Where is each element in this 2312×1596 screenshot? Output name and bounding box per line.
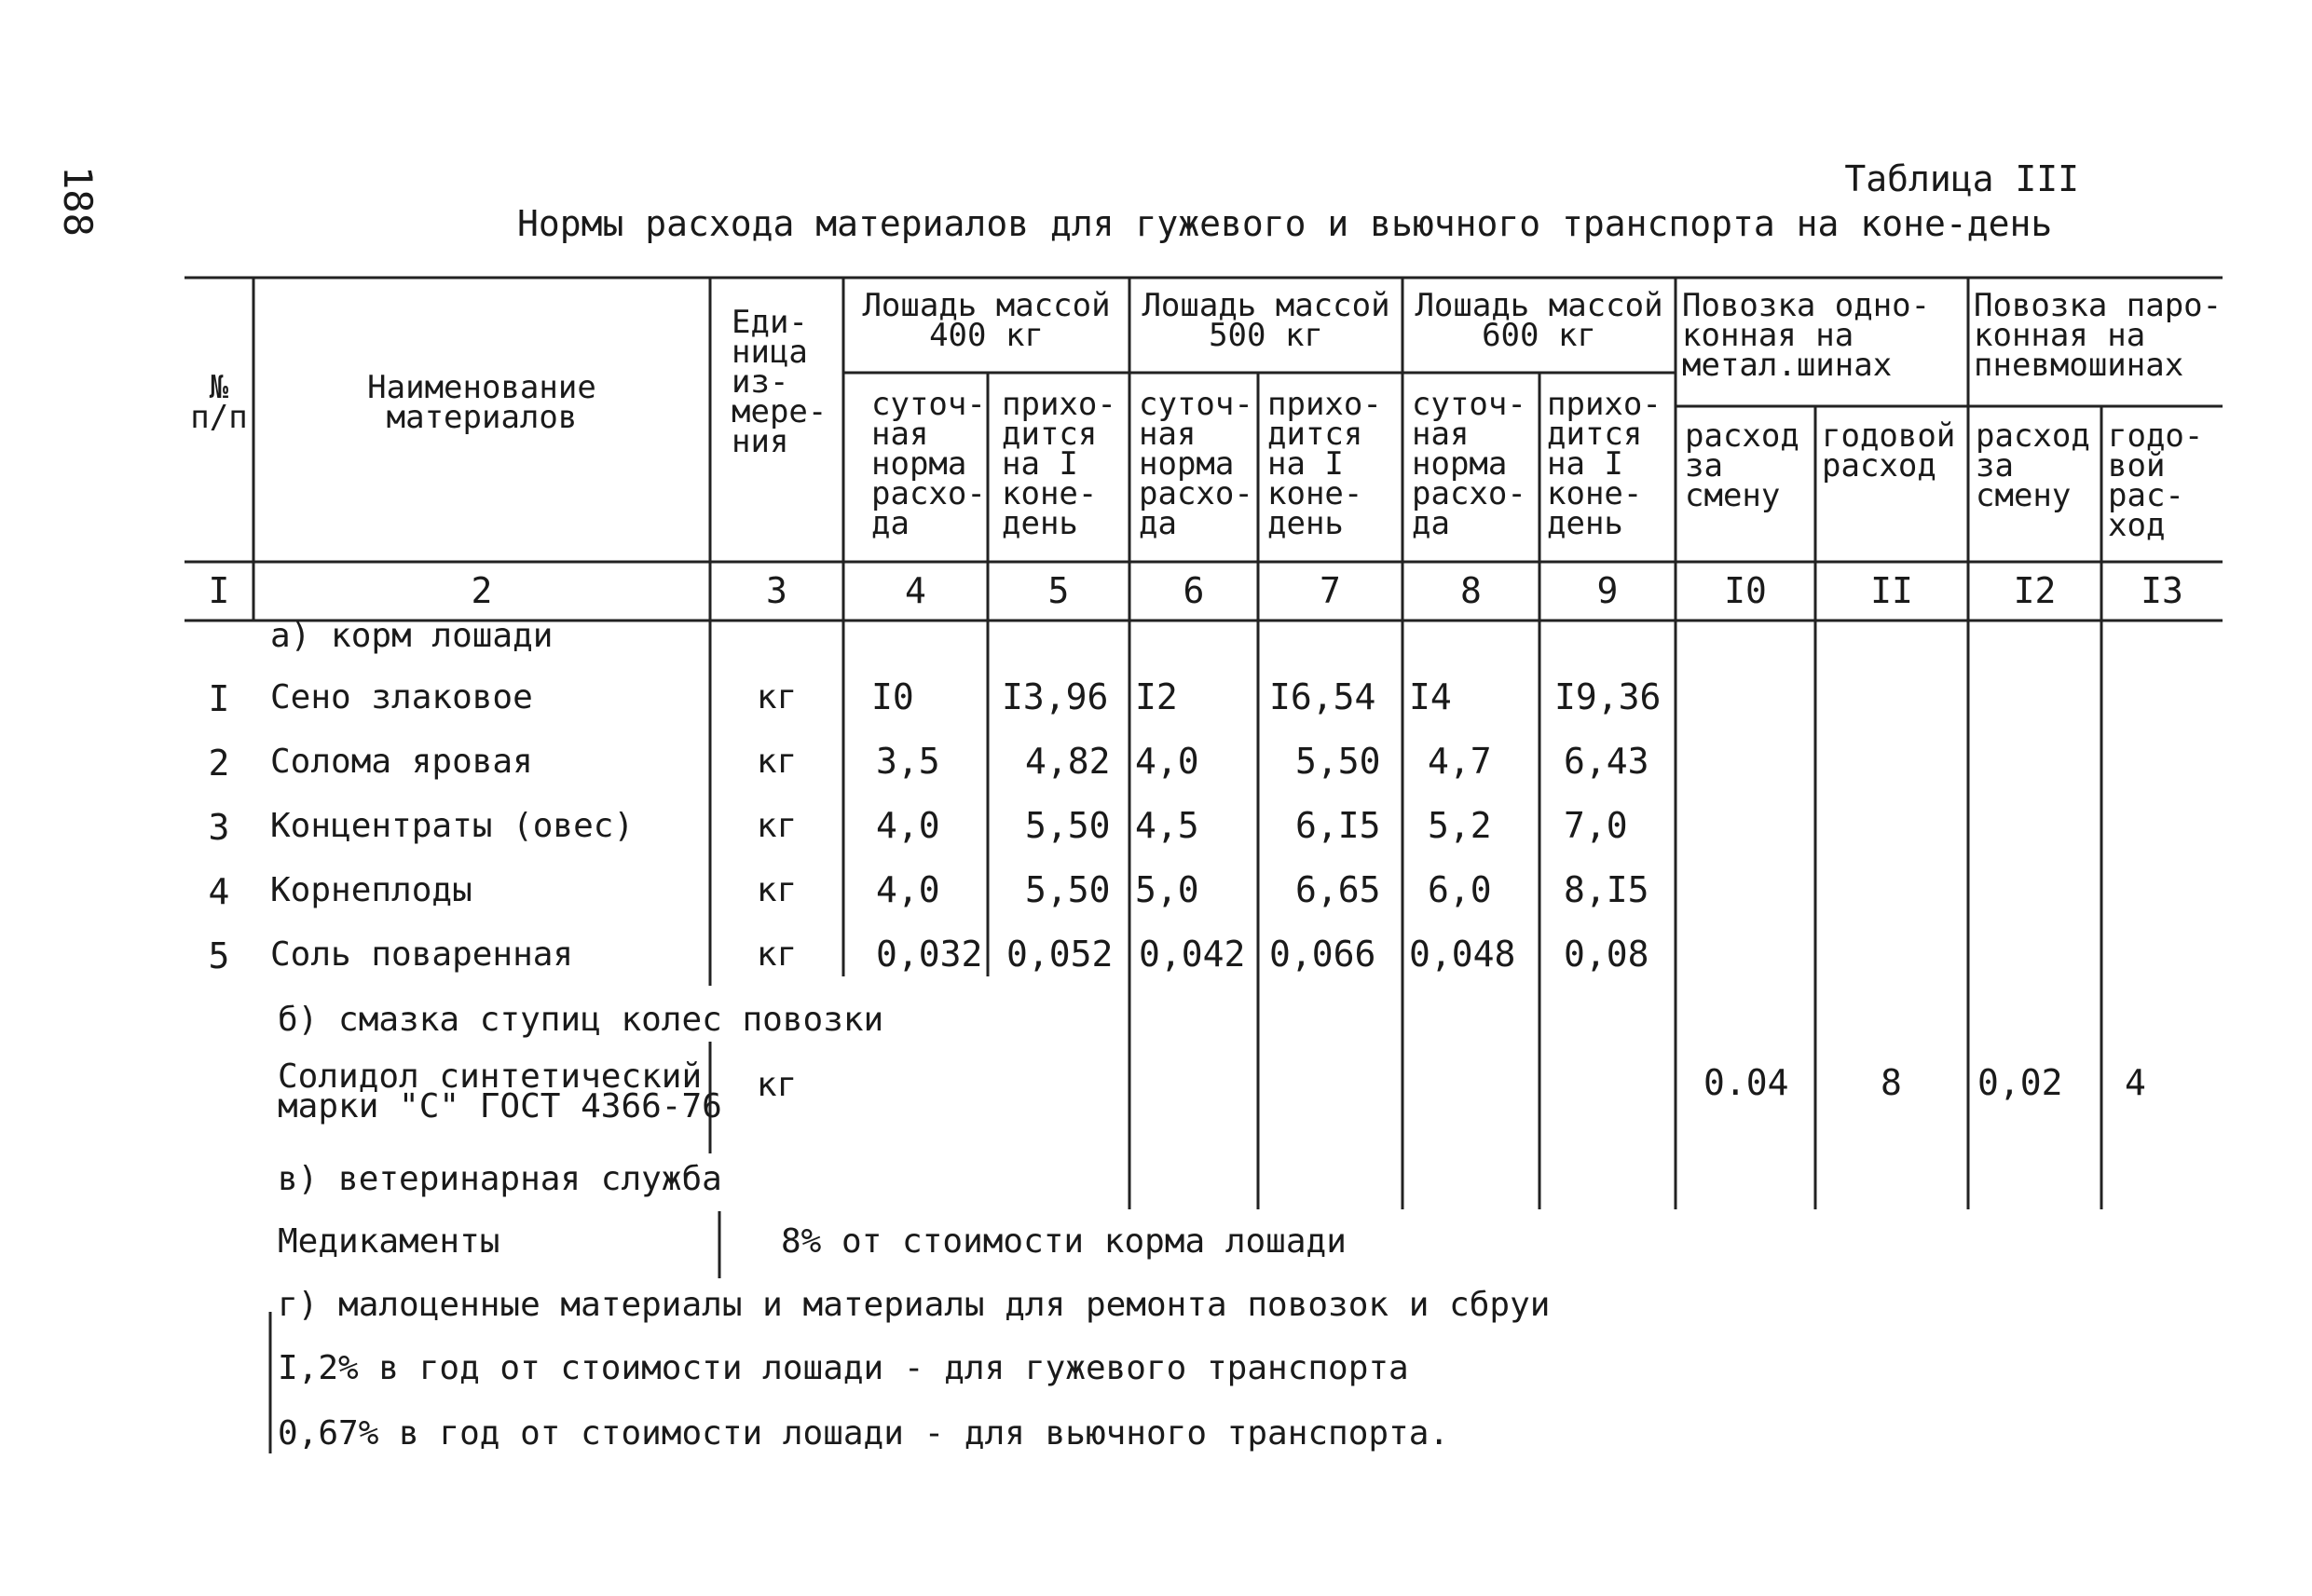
header-horse-500-line: Лошадь массой (1142, 287, 1390, 324)
col-number: I3 (2141, 570, 2183, 611)
header-annual-13 (2108, 417, 2204, 544)
subheader-line: расход (1685, 417, 1799, 455)
cell-value: 6,0 (1428, 869, 1492, 910)
col-number: 4 (905, 570, 926, 611)
cell-value: 6,I5 (1295, 805, 1381, 846)
row-name: Соль поваренная (270, 935, 574, 974)
header-daily-norm-6 (1139, 386, 1253, 542)
cell-value: I2 (1135, 676, 1178, 717)
header-horse-500 (1129, 287, 1402, 354)
header-cart-single-line: метал.шинах (1682, 347, 1893, 384)
subheader-line: расход (1976, 417, 2090, 455)
col-number: 8 (1460, 570, 1482, 611)
row-number: I (208, 678, 230, 719)
subheader-line: норма (1412, 445, 1508, 483)
subheader-line: да (871, 505, 910, 542)
cell-value: 8,I5 (1564, 869, 1649, 910)
cell-value: 0,052 (1006, 934, 1114, 975)
header-per-shift-10 (1685, 417, 1799, 514)
header-horse-400-line: Лошадь массой (862, 287, 1111, 324)
header-per-day-9 (1547, 386, 1662, 542)
subheader-line: дится (1547, 416, 1643, 453)
col-number: 3 (766, 570, 787, 611)
subheader-line: смену (1685, 477, 1781, 514)
header-unit-line: ница (732, 334, 808, 371)
row-name: Концентраты (овес) (270, 807, 635, 845)
row-number: 4 (208, 871, 230, 912)
section-a-title: а) корм лошади (270, 617, 554, 655)
header-horse-500-line: 500 кг (1209, 317, 1323, 354)
cell-value: 4,0 (876, 805, 940, 846)
page-number: 188 (55, 166, 101, 237)
cell-value: 4,0 (1135, 741, 1199, 782)
col-number: 6 (1183, 570, 1205, 611)
header-horse-400-line: 400 кг (929, 317, 1044, 354)
col-number: I (208, 570, 230, 611)
solidol-shift-pair: 0,02 (1977, 1062, 2063, 1103)
row-unit: кг (756, 678, 798, 716)
note-pack-transport: 0,67% в год от стоимости лошади - для вьючного транспорта. (278, 1414, 1450, 1453)
subheader-line: норма (1139, 445, 1235, 483)
col-number: 5 (1047, 570, 1070, 611)
subheader-line: ход (2108, 507, 2166, 544)
header-cart-pair-line: Повозка паро- (1974, 287, 2223, 324)
cell-value: 5,50 (1295, 741, 1381, 782)
header-horse-600 (1402, 287, 1676, 354)
header-unit-line: из- (732, 363, 789, 401)
subheader-line: ная (871, 416, 929, 453)
subheader-line: смену (1976, 477, 2072, 514)
row-unit: кг (756, 807, 798, 845)
subheader-line: расхо- (1139, 475, 1253, 512)
cell-value: 5,0 (1135, 869, 1199, 910)
header-annual-11 (1822, 417, 1956, 484)
subheader-line: да (1139, 505, 1177, 542)
subheader-line: коне- (1002, 475, 1098, 512)
subheader-line: прихо- (1267, 386, 1382, 423)
header-daily-norm-4 (871, 386, 986, 542)
cell-value: 0,08 (1564, 934, 1649, 975)
cell-value: 6,65 (1295, 869, 1381, 910)
row-number: 3 (208, 807, 230, 848)
subheader-line: годо- (2108, 417, 2204, 455)
subheader-line: ная (1412, 416, 1470, 453)
header-cart-pair-line: пневмошинах (1974, 347, 2184, 384)
subheader-line: за (1685, 447, 1723, 484)
solidol-name-line: Солидол синтетический (278, 1057, 703, 1096)
solidol-annual-single: 8 (1881, 1062, 1902, 1103)
row-name: Солома яровая (270, 743, 533, 781)
solidol-name-line: марки "С" ГОСТ 4366-76 (278, 1087, 722, 1125)
cell-value: I9,36 (1554, 676, 1662, 717)
subheader-line: коне- (1547, 475, 1643, 512)
header-unit-line: Еди- (732, 304, 808, 341)
solidol-unit: кг (756, 1066, 798, 1104)
header-cart-single-line: Повозка одно- (1682, 287, 1931, 324)
cell-value: 0,042 (1139, 934, 1246, 975)
header-unit-line: мере- (732, 393, 828, 430)
subheader-line: суточ- (1412, 386, 1526, 423)
col-number: 9 (1596, 570, 1619, 611)
subheader-line: на I (1267, 445, 1344, 483)
subheader-line: дится (1002, 416, 1098, 453)
cell-value: I3,96 (1002, 676, 1109, 717)
header-horse-400 (843, 287, 1129, 354)
subheader-line: ная (1139, 416, 1197, 453)
row-unit: кг (756, 935, 798, 974)
row-unit: кг (756, 743, 798, 781)
header-num-line: № (209, 369, 229, 406)
header-unit (732, 304, 828, 460)
row-number: 5 (208, 935, 230, 976)
subheader-line: коне- (1267, 475, 1363, 512)
row-name: Корнеплоды (270, 871, 472, 909)
cell-value: 0,048 (1409, 934, 1516, 975)
header-num (185, 369, 253, 436)
header-cart-single (1682, 287, 1931, 384)
medicines-value: 8% от стоимости корма лошади (781, 1222, 1347, 1261)
header-cart-single-line: конная на (1682, 317, 1854, 354)
header-name-line: материалов (386, 399, 578, 436)
cell-value: 6,43 (1564, 741, 1649, 782)
subheader-line: дится (1267, 416, 1363, 453)
subheader-line: годовой (1822, 417, 1956, 455)
cell-value: 4,82 (1025, 741, 1111, 782)
row-number: 2 (208, 743, 230, 784)
subheader-line: прихо- (1002, 386, 1116, 423)
note-cart-transport: I,2% в год от стоимости лошади - для гужевого транспорта (278, 1349, 1409, 1387)
col-number: I2 (2013, 570, 2057, 611)
col-number: 7 (1320, 570, 1341, 611)
cell-value: I6,54 (1269, 676, 1376, 717)
subheader-line: прихо- (1547, 386, 1662, 423)
cell-value: 4,7 (1428, 741, 1492, 782)
header-daily-norm-8 (1412, 386, 1526, 542)
header-per-shift-12 (1976, 417, 2090, 514)
cell-value: 4,0 (876, 869, 940, 910)
subheader-line: расхо- (871, 475, 986, 512)
header-num-line: п/п (190, 399, 248, 436)
subheader-line: расхо- (1412, 475, 1526, 512)
cell-value: 4,5 (1135, 805, 1199, 846)
subheader-line: суточ- (1139, 386, 1253, 423)
section-d-title: г) малоценные материалы и материалы для ремонта повозок и сбруи (278, 1286, 1551, 1324)
cell-value: 5,50 (1025, 805, 1111, 846)
cell-value: I4 (1409, 676, 1452, 717)
cell-value: 3,5 (876, 741, 940, 782)
cell-value: 7,0 (1564, 805, 1628, 846)
section-b-title: б) смазка ступиц колес повозки (278, 1001, 884, 1039)
subheader-line: да (1412, 505, 1450, 542)
solidol-name (278, 1057, 722, 1125)
section-c-title: в) ветеринарная служба (278, 1160, 722, 1198)
solidol-annual-pair: 4 (2125, 1062, 2146, 1103)
medicines-name: Медикаменты (278, 1222, 500, 1261)
subheader-line: суточ- (871, 386, 986, 423)
header-horse-600-line: 600 кг (1482, 317, 1596, 354)
header-per-day-5 (1002, 386, 1116, 542)
cell-value: 0,066 (1269, 934, 1376, 975)
header-horse-600-line: Лошадь массой (1415, 287, 1663, 324)
cell-value: 5,50 (1025, 869, 1111, 910)
subheader-line: на I (1002, 445, 1078, 483)
subheader-line: день (1547, 505, 1623, 542)
row-unit: кг (756, 871, 798, 909)
col-number: II (1870, 570, 1913, 611)
header-cart-pair-line: конная на (1974, 317, 2146, 354)
cell-value: 0,032 (876, 934, 983, 975)
col-number: I0 (1724, 570, 1767, 611)
subheader-line: день (1267, 505, 1344, 542)
header-per-day-7 (1267, 386, 1382, 542)
subheader-line: вой (2108, 447, 2166, 484)
solidol-shift-single: 0.04 (1703, 1062, 1789, 1103)
col-number: 2 (471, 570, 493, 611)
row-name: Сено злаковое (270, 678, 533, 716)
subheader-line: норма (871, 445, 967, 483)
header-cart-pair (1974, 287, 2223, 384)
subheader-line: расход (1822, 447, 1936, 484)
subheader-line: день (1002, 505, 1078, 542)
subheader-line: на I (1547, 445, 1623, 483)
cell-value: I0 (871, 676, 914, 717)
header-unit-line: ния (732, 423, 789, 460)
header-name-line: Наименование (367, 369, 596, 406)
cell-value: 5,2 (1428, 805, 1492, 846)
header-name (253, 369, 710, 436)
subheader-line: за (1976, 447, 2014, 484)
subheader-line: рас- (2108, 477, 2184, 514)
table-title: Нормы расхода материалов для гужевого и вьючного транспорта на коне-день (517, 203, 2053, 244)
table-label: Таблица III (1844, 158, 2079, 199)
